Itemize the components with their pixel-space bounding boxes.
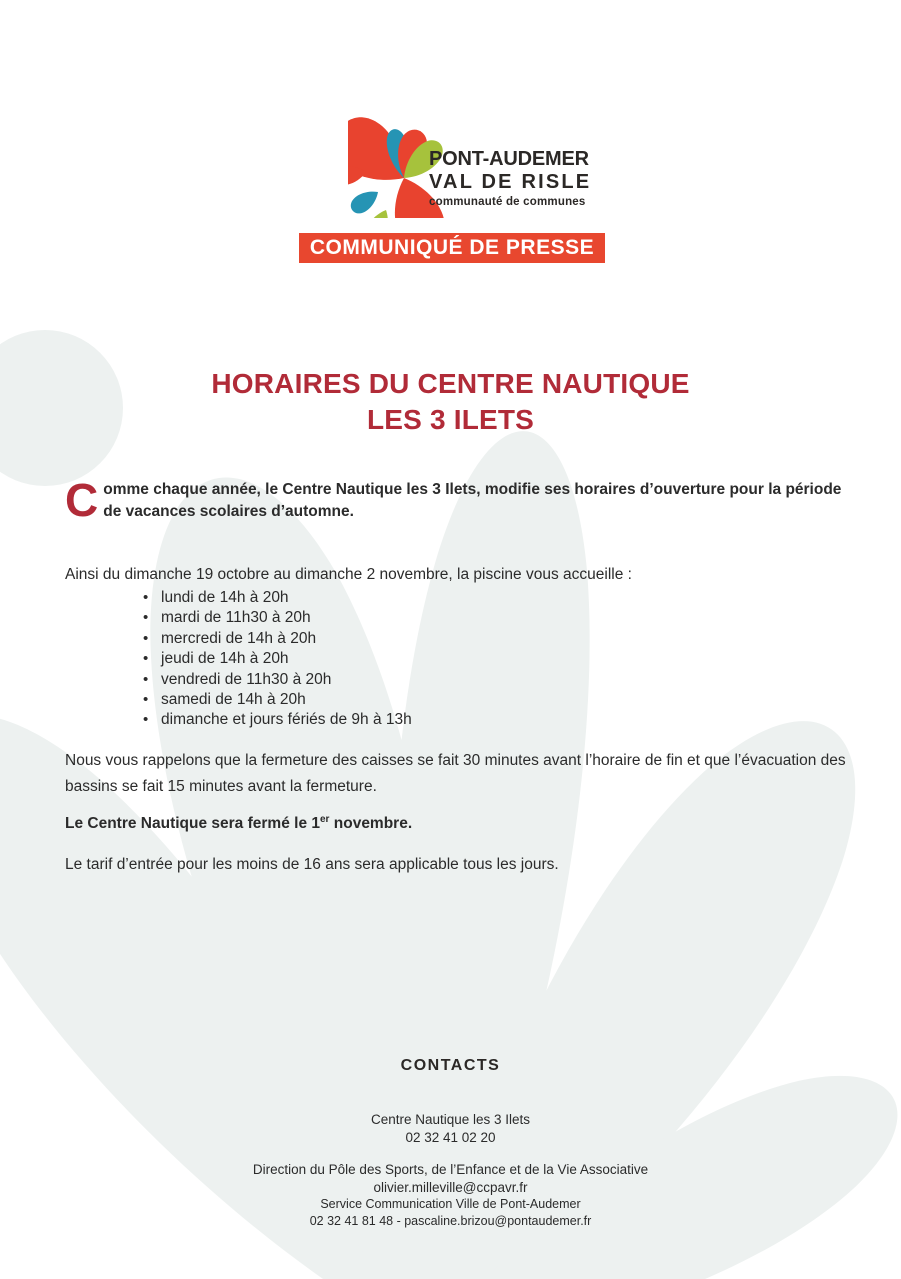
logo-subtitle: communauté de communes	[429, 196, 586, 208]
schedule-lead-text: Ainsi du dimanche 19 octobre au dimanche 2 novembre, la piscine vous accueille :	[65, 566, 632, 583]
contacts-heading: CONTACTS	[400, 1057, 501, 1074]
schedule-item-saturday: • samedi de 14h à 20h	[143, 690, 743, 710]
schedule-item-sunday: • dimanche et jours fériés de 9h à 13h	[143, 710, 743, 730]
drop-cap: C	[65, 474, 99, 526]
contact-direction-email: olivier.milleville@ccpavr.fr	[373, 1179, 528, 1195]
closure-text-prefix: Le Centre Nautique sera fermé le 1	[65, 815, 320, 833]
page-title	[0, 366, 901, 438]
schedule-item-wednesday: • mercredi de 14h à 20h	[143, 629, 743, 649]
schedule-list	[65, 588, 743, 731]
closure-notice	[65, 810, 862, 834]
schedule-item-friday: • vendredi de 11h30 à 20h	[143, 670, 743, 690]
contact-centre-name: Centre Nautique les 3 Ilets	[370, 1112, 531, 1127]
contact-direction-name: Direction du Pôle des Sports, de l’Enfance et de la Vie Associative	[252, 1162, 649, 1177]
contact-service-details: 02 32 41 81 48 - pascaline.brizou@pontaudemer.fr	[309, 1213, 592, 1228]
press-release-banner: COMMUNIQUÉ DE PRESSE	[299, 233, 605, 263]
reminder-paragraph: Nous vous rappelons que la fermeture des caisses se fait 30 minutes avant l’horaire de fin et que l’évacuation des bassins se fait 15 minutes avant la fermeture.	[65, 752, 846, 795]
closure-ordinal-suffix: er	[320, 814, 330, 825]
contact-centre-phone: 02 32 41 02 20	[405, 1130, 496, 1145]
schedule-item-monday: • lundi de 14h à 20h	[143, 588, 743, 608]
closure-text-suffix: novembre.	[329, 815, 413, 833]
contact-centre-nautique	[0, 1111, 901, 1147]
schedule-item-tuesday: • mardi de 11h30 à 20h	[143, 608, 743, 628]
tariff-paragraph: Le tarif d’entrée pour les moins de 16 ans sera applicable tous les jours.	[65, 856, 559, 873]
intro-text: omme chaque année, le Centre Nautique les 3 Ilets, modifie ses horaires d’ouverture pour la période de vacances scolaires d’automne.	[103, 481, 842, 520]
logo-name-line2: VAL DE RISLE	[429, 171, 592, 193]
page-title-line1: HORAIRES DU CENTRE NAUTIQUE	[211, 368, 690, 399]
page-title-line2: LES 3 ILETS	[366, 404, 535, 435]
contact-service-communication	[0, 1196, 901, 1229]
logo-wordmark	[429, 149, 591, 209]
contact-service-name: Service Communication Ville de Pont-Audemer	[320, 1197, 581, 1211]
schedule-item-thursday: • jeudi de 14h à 20h	[143, 649, 743, 669]
logo-name-line1: PONT-AUDEMER	[429, 148, 589, 170]
contact-direction-sports	[0, 1161, 901, 1196]
intro-paragraph	[65, 474, 847, 526]
